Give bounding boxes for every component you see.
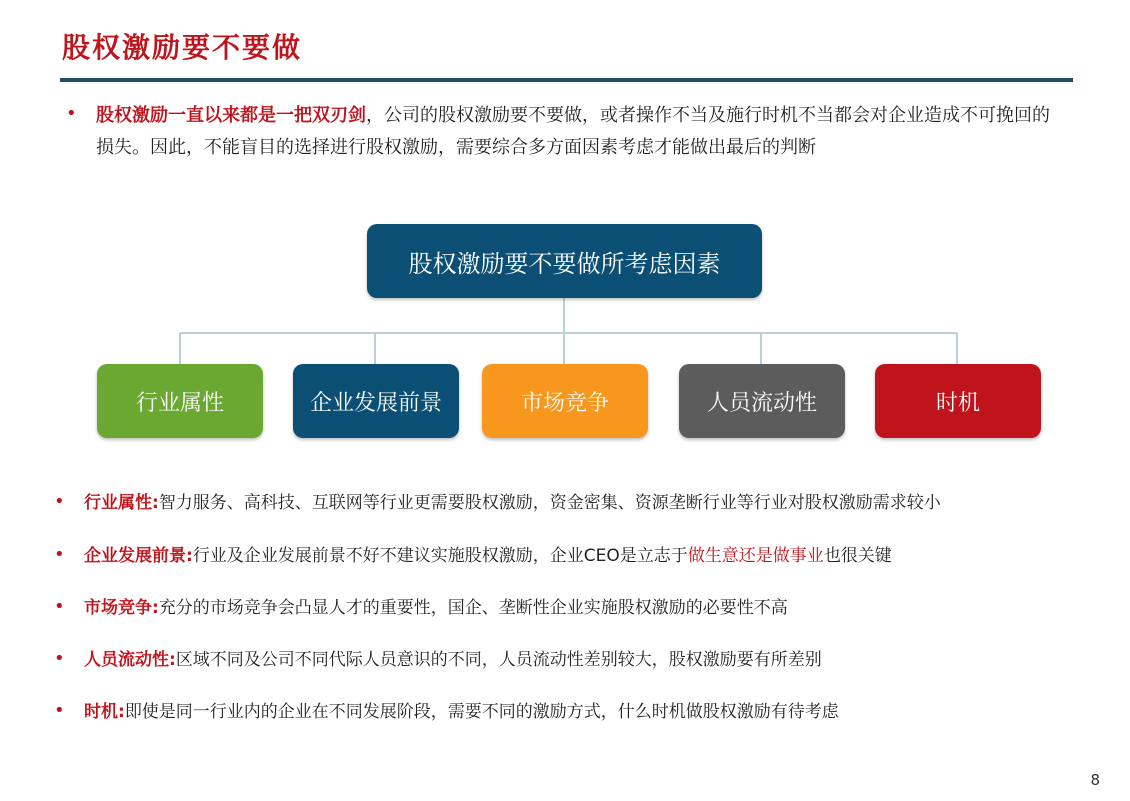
detail-label: 人员流动性: bbox=[84, 650, 176, 670]
detail-label: 企业发展前景: bbox=[84, 546, 193, 566]
detail-label: 时机: bbox=[84, 702, 125, 722]
bullet-icon: • bbox=[54, 544, 65, 565]
detail-text: 行业及企业发展前景不好不建议实施股权激励，企业CEO是立志于 bbox=[192, 546, 688, 566]
factor-node-prospects: 企业发展前景 bbox=[293, 364, 459, 438]
bullet-icon: • bbox=[54, 648, 65, 669]
detail-text: 智力服务、高科技、互联网等行业更需要股权激励，资金密集、资源垄断行业等行业对股权激励需求较小 bbox=[158, 493, 941, 513]
factor-node-mobility: 人员流动性 bbox=[679, 364, 845, 438]
intro-text: ，公司的股权激励要不要做，或者操作不当及施行时机不当都会对企业造成不可挽回的损失。因此，不能盲目的选择进行股权激励，需要综合多方面因素考虑才能做出最后的判断 bbox=[96, 105, 1050, 158]
detail-highlight: 做生意还是做事业 bbox=[687, 546, 824, 566]
bullet-icon: • bbox=[54, 700, 65, 721]
page-title: 股权激励要不要做 bbox=[62, 31, 303, 64]
factor-node-industry: 行业属性 bbox=[97, 364, 263, 438]
bullet-icon: • bbox=[66, 103, 77, 124]
detail-item-timing bbox=[84, 701, 839, 723]
page-number: 8 bbox=[1090, 771, 1100, 789]
detail-label: 行业属性: bbox=[84, 493, 159, 513]
bullet-icon: • bbox=[54, 596, 65, 617]
factor-node-timing: 时机 bbox=[875, 364, 1041, 438]
detail-item-mobility bbox=[84, 649, 822, 671]
detail-item-industry bbox=[84, 492, 941, 514]
detail-item-prospects bbox=[84, 545, 892, 567]
detail-item-competition bbox=[84, 597, 788, 619]
diagram-root-node: 股权激励要不要做所考虑因素 bbox=[367, 224, 762, 298]
detail-text: 区域不同及公司不同代际人员意识的不同，人员流动性差别较大，股权激励要有所差别 bbox=[175, 650, 822, 670]
detail-text: 充分的市场竞争会凸显人才的重要性，国企、垄断性企业实施股权激励的必要性不高 bbox=[158, 598, 788, 618]
bullet-icon: • bbox=[54, 491, 65, 512]
detail-label: 市场竞争: bbox=[84, 598, 159, 618]
intro-highlight: 股权激励一直以来都是一把双刃剑 bbox=[96, 105, 366, 126]
factor-node-competition: 市场竞争 bbox=[482, 364, 648, 438]
detail-text: 即使是同一行业内的企业在不同发展阶段，需要不同的激励方式，什么时机做股权激励有待考虑 bbox=[124, 702, 839, 722]
detail-text-after: 也很关键 bbox=[823, 546, 892, 566]
